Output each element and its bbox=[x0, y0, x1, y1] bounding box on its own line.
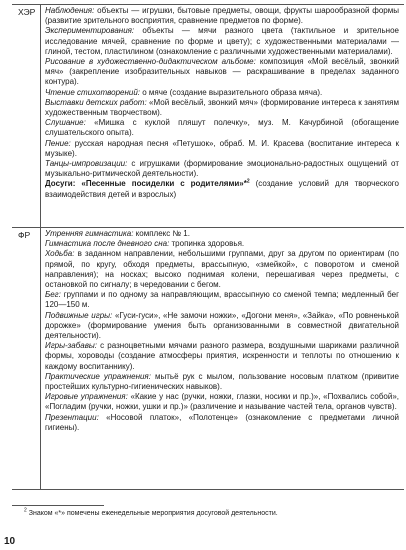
entry-exhibitions: Выставки детских работ: «Мой весёлый, звонкий мяч» (формирование интереса к занятиям художественным творчеством). bbox=[45, 97, 399, 118]
table-row-fr bbox=[12, 228, 404, 489]
entry-leisure: Досуги: «Песенные посиделки с родителями»*$^2$ (создание условий для творческого взаимодействия детей и взрослых) bbox=[45, 178, 399, 199]
entry-outdoor-games: Подвижные игры: «Гуси-гуси», «Не замочи ножки», «Догони меня», «Зайка», «По ровненькой дорожке» (формирование умения быть организованными в совместной двигательной деятельности). bbox=[45, 310, 400, 341]
entry-listening: Слушание: «Мишка с куклой пляшут полечку», муз. М. Качурбиной (обогащение слушательского опыта). bbox=[45, 118, 399, 138]
entry-drawing: Рисование в художественно-дидактическом альбоме: композиция «Мой весёлый, звонкий мяч» (закрепление изобразительных навыков — раскрашивание в пределах заданного контура). bbox=[45, 57, 400, 87]
footnote-rule bbox=[12, 505, 104, 506]
column-divider bbox=[40, 228, 41, 489]
entry-singing: Пение: русская народная песня «Петушок», обраб. М. И. Красева (воспитание интереса к музыке). bbox=[45, 138, 399, 158]
table-row-hzr bbox=[12, 5, 404, 228]
entry-poems: Чтение стихотворений: о мяче (создание выразительного образа мяча). bbox=[45, 87, 323, 97]
section-code: ФР bbox=[18, 230, 31, 240]
activities-table bbox=[12, 4, 404, 490]
entry-fun-games: Игры-забавы: с разноцветными мячами разного размера, воздушными шариками различной формы, хороводы (создание атмосферы приятия, искренности и теплоты по отношению к каждому воспитаннику). bbox=[45, 341, 399, 371]
entry-walking: Ходьба: в заданном направлении, небольшими группами, друг за другом по ориентирам (по прямой, по кругу, обходя предметы, врассыпную, «змейкой», с поворотом и сменой направления); на носках; высоко поднимая колени, перешагивая через предметы, с остановкой по сигналу; в чередовании с бегом. bbox=[45, 249, 399, 290]
entry-practical-exercises: Практические упражнения: мытьё рук с мылом, пользование носовым платком (привитие простейших культурно-гигиенических навыков). bbox=[45, 371, 399, 392]
entry-morning-gymnastics: Утренняя гимнастика: комплекс № 1. bbox=[45, 229, 190, 238]
entry-after-nap-gymnastics: Гимнастика после дневного сна: тропинка здоровья. bbox=[45, 239, 245, 249]
section-code: ХЭР bbox=[18, 7, 36, 17]
entry-game-exercises: Игровые упражнения: «Какие у нас (ручки, ножки, глазки, носики и пр.)», «Похвались собой», «Погладим (ручки, ножки, ушки и пр.)» (различение и называние частей тела, органов чувств). bbox=[45, 392, 400, 412]
entry-presentations: Презентации: «Носовой платок», «Полотенце» (ознакомление с предметами личной гигиены). bbox=[45, 412, 399, 432]
footnote: $^2$ Знаком «*» помечены еженедельные мероприятия досуговой деятельности. bbox=[24, 507, 278, 517]
entry-experiments: Экспериментирования: объекты — мячи разного цвета (тактильное и зрительное исследование мячей, сравнение по форме и цвету); с художественными материалами — глиной, тестом, пластилином (ознакомление с различными художественными материалами). bbox=[45, 26, 399, 56]
entry-observations: Наблюдения: объекты — игрушки, бытовые предметы, овощи, фрукты шарообразной формы (развитие зрительного восприятия, сравнение предметов по форме). bbox=[45, 6, 399, 26]
section-content bbox=[45, 6, 399, 200]
entry-running: Бег: группами и по одному за направляющим, врассыпную со сменой темпа; медленный бег 120—150 м. bbox=[45, 290, 399, 310]
page-number: 10 bbox=[4, 536, 16, 547]
column-divider bbox=[40, 5, 41, 227]
section-content bbox=[45, 229, 399, 433]
entry-dances: Танцы-импровизации: с игрушками (формирование эмоционально-радостных ощущений от музыкально-ритмической деятельности). bbox=[45, 159, 399, 179]
